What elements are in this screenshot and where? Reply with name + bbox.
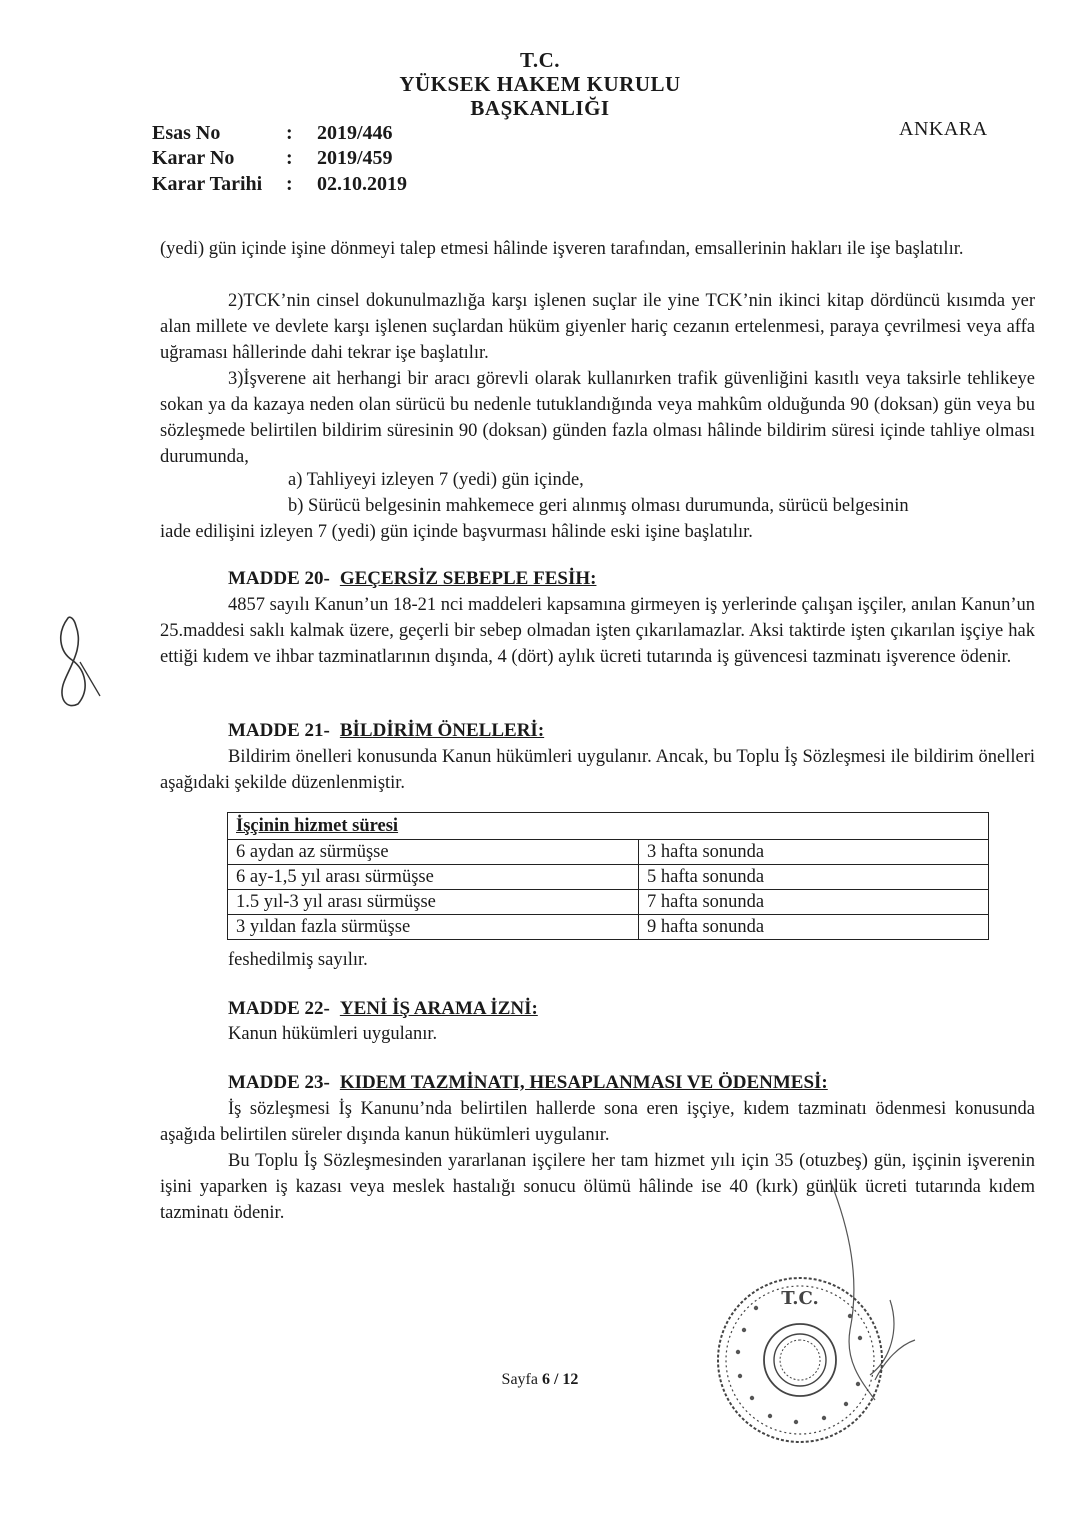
paragraph-continuation: (yedi) gün içinde işine dönmeyi talep etmesi hâlinde işveren tarafından, emsallerinin hakları ile işe başlatılır. — [160, 239, 964, 259]
meta-value: 2019/459 — [317, 147, 393, 169]
header-tc: T.C. — [519, 48, 561, 72]
table-row — [228, 840, 989, 865]
meta-label: Esas No — [152, 122, 221, 144]
madde-title: GEÇERSİZ SEBEPLE FESİH: — [339, 568, 597, 589]
madde-21-text: Bildirim önelleri konusunda Kanun hükümleri uygulanır. Ancak, bu Toplu İş Sözleşmesi ile bildirim önelleri aşağıdaki şekilde düzenlenmiştir. — [160, 747, 1035, 793]
table-row — [228, 890, 989, 915]
madde-title: BİLDİRİM ÖNELLERİ: — [339, 720, 545, 741]
page-value: 6 / 12 — [541, 1371, 579, 1388]
madde-22-heading — [228, 998, 538, 1020]
meta-label: Karar Tarihi — [152, 173, 263, 195]
madde-20-text: 4857 sayılı Kanun’un 18-21 nci maddeleri kapsamına girmeyen iş yerlerinde çalışan işçiler, anılan Kanun’un 25.maddesi saklı kalmak üzere, geçerli bir sebep olmadan işten çıkarılamazlar. Aksi taktirde işten çıkarılan işçiye hak ettiği kıdem ve ihbar tazminatlarının dışında, 4 (dört) aylık ücreti tutarında iş güvencesi tazminatı işverence ödenir. — [160, 595, 1035, 667]
page-label: Sayfa — [501, 1371, 538, 1388]
meta-value: 02.10.2019 — [317, 173, 407, 195]
madde-21-heading — [228, 720, 544, 742]
madde-title: YENİ İŞ ARAMA İZNİ: — [339, 998, 538, 1019]
city: ANKARA — [899, 118, 988, 140]
duration-cell: 6 aydan az sürmüşse — [228, 840, 639, 865]
item-a: a) Tahliyeyi izleyen 7 (yedi) gün içinde, — [288, 470, 584, 490]
meta-value: 2019/446 — [317, 122, 393, 144]
notice-period-table — [227, 812, 989, 940]
page-number — [0, 1371, 1080, 1389]
notice-cell: 9 hafta sonunda — [639, 915, 989, 940]
item-b: b) Sürücü belgesinin mahkemece geri alınmış olması durumunda, sürücü belgesinin — [288, 496, 909, 516]
madde-title: KIDEM TAZMİNATI, HESAPLANMASI VE ÖDENMESİ: — [339, 1072, 828, 1093]
duration-cell: 3 yıldan fazla sürmüşse — [228, 915, 639, 940]
meta-separator: : — [286, 173, 293, 195]
meta-label: Karar No — [152, 147, 235, 169]
madde-number: MADDE 22- — [228, 998, 330, 1019]
paragraph-3: 3)İşverene ait herhangi bir aracı görevli olarak kullanırken trafik güvenliğini kasıtlı veya taksirle tehlikeye sokan ya da kazaya neden olan sürücü bu nedenle tutuklandığında veya mahkûm olduğunda 90 (doksan) gün veya bu sözleşmede belirtilen bildirim süresinin 90 (doksan) günden fazla olması hâlinde bildirim süresi içinde tahliye olması durumunda, — [160, 369, 1035, 467]
notice-cell: 3 hafta sonunda — [639, 840, 989, 865]
duration-cell: 1.5 yıl-3 yıl arası sürmüşse — [228, 890, 639, 915]
table-header-row — [228, 813, 989, 840]
duration-cell: 6 ay-1,5 yıl arası sürmüşse — [228, 865, 639, 890]
madde-23-heading — [228, 1072, 828, 1094]
madde-23-paragraph-2: Bu Toplu İş Sözleşmesinden yararlanan işçilere her tam hizmet yılı için 35 (otuzbeş) gün, işçinin işverenin işini yaparken iş kazası veya meslek hastalığı sonucu ölümü hâlinde ise 40 (kırk) günlük ücreti tutarında kıdem tazminatı ödenir. — [160, 1151, 1035, 1223]
stamp-text: T.C. — [781, 1288, 819, 1309]
table-row — [228, 865, 989, 890]
madde-number: MADDE 23- — [228, 1072, 330, 1093]
official-stamp — [700, 1170, 950, 1470]
notice-cell: 5 hafta sonunda — [639, 865, 989, 890]
meta-separator: : — [286, 147, 293, 169]
madde-number: MADDE 21- — [228, 720, 330, 741]
header-presidency: BAŞKANLIĞI — [470, 96, 610, 120]
madde-20-heading — [228, 568, 596, 590]
item-b-continuation: iade edilişini izleyen 7 (yedi) gün içinde başvurması hâlinde eski işine başlatılır. — [160, 522, 753, 542]
table-row — [228, 915, 989, 940]
notice-cell: 7 hafta sonunda — [639, 890, 989, 915]
table-header — [228, 813, 989, 840]
header-institution: YÜKSEK HAKEM KURULU — [399, 72, 681, 96]
madde-22-text: Kanun hükümleri uygulanır. — [228, 1024, 438, 1044]
madde-23-paragraph-1: İş sözleşmesi İş Kanunu’nda belirtilen hallerde sona eren işçiye, kıdem tazminatı ödenmesi konusunda aşağıda belirtilen süreler dışında kanun hükümleri uygulanır. — [160, 1099, 1035, 1145]
paragraph-2: 2)TCK’nin cinsel dokunulmazlığa karşı işlenen suçlar ile yine TCK’nin ikinci kitap dördüncü kısımda yer alan millete ve devlete karşı işlenen suçlardan hüküm giyenler hariç cezanın ertelenmesi, paraya çevrilmesi veya affa uğraması hâllerinde dahi tekrar işe başlatılır. — [160, 291, 1035, 363]
meta-separator: : — [286, 122, 293, 144]
table-header-label: İşçinin hizmet süresi — [236, 816, 399, 836]
handwritten-mark — [50, 612, 110, 712]
table-after-text: feshedilmiş sayılır. — [228, 950, 368, 970]
madde-number: MADDE 20- — [228, 568, 330, 589]
